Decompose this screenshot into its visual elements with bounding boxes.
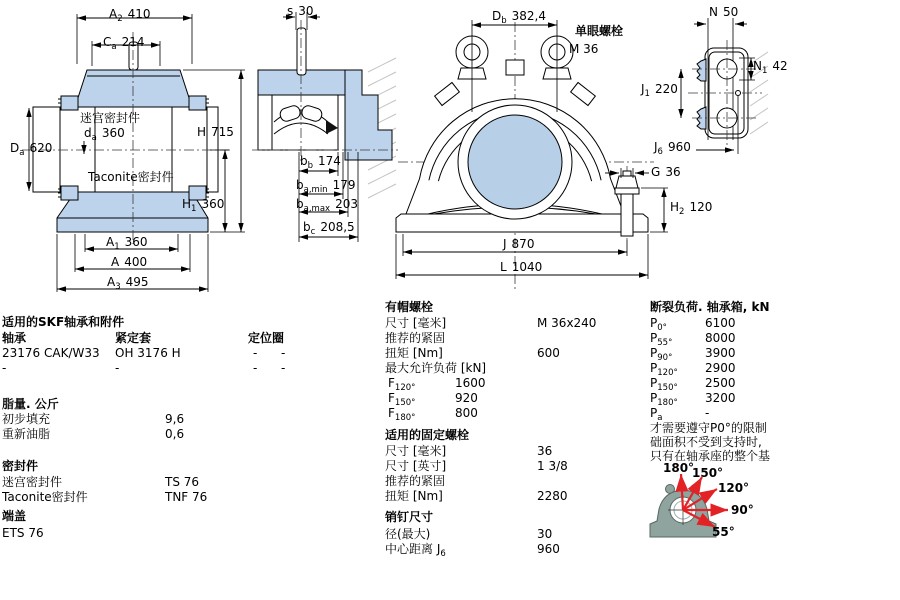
breaking-load-value: 8000	[705, 331, 736, 345]
note-line: 础面积不受到支持时,	[650, 435, 762, 449]
breaking-load-value: 6100	[705, 316, 736, 330]
spec-label: 最大允许负荷 [kN]	[385, 361, 487, 375]
dim-da: $d_a$ 360	[84, 126, 125, 143]
seal-row-value: TNF 76	[165, 490, 208, 504]
load-angle-label: $F_{150^\circ}$	[388, 391, 416, 408]
cap-bolts-title: 有帽螺栓	[385, 300, 434, 314]
spec-value: 960	[537, 542, 560, 556]
sleeve-designation: -	[115, 361, 120, 375]
seal-row-value: TS 76	[165, 475, 200, 489]
col-header-ring: 定位圈	[248, 331, 285, 345]
dim-Da: $D_a$ 620	[10, 141, 53, 158]
dim-ca: $C_a$ 214	[103, 35, 145, 52]
breaking-load-label: $P_{0^\circ}$	[650, 316, 667, 333]
dim-l: L 1040	[500, 260, 543, 274]
bearing-table-title: 适用的SKF轴承和附件	[2, 315, 125, 329]
spec-value: 600	[537, 346, 560, 360]
breaking-load-label: $P_{120^\circ}$	[650, 361, 678, 378]
ring-cell: -	[281, 346, 286, 360]
spec-value: 2280	[537, 489, 568, 503]
front-view	[396, 20, 668, 292]
grease-row-label: 初步填充	[2, 412, 51, 426]
breaking-load-label: $P_{90^\circ}$	[650, 346, 673, 363]
breaking-load-label: $P_{150^\circ}$	[650, 376, 678, 393]
bearing-designation: 23176 CAK/W33	[2, 346, 100, 360]
eye-bolt-size: M 36	[569, 42, 599, 56]
angle-label: 90°	[731, 503, 754, 517]
dim-bamin: $b_{a,min}$ 179	[296, 178, 356, 195]
load-angle-label: $F_{180^\circ}$	[388, 406, 416, 423]
ring-cell: -	[281, 361, 286, 375]
dim-bamax: $b_{a,max}$ 203	[296, 197, 358, 214]
breaking-load-title: 断裂负荷. 轴承箱, kN	[650, 300, 770, 314]
dim-j: J 870	[503, 237, 535, 251]
dim-bc: $b_c$ 208,5	[303, 220, 355, 237]
spec-label: 中心距离 $J_6$	[385, 542, 446, 559]
spec-label: 扭矩 [Nm]	[385, 489, 443, 503]
sleeve-designation: OH 3176 H	[115, 346, 181, 360]
taconite-seal-label: Taconite密封件	[88, 170, 174, 184]
load-angle-value: 920	[455, 391, 478, 405]
breaking-load-value: 3900	[705, 346, 736, 360]
dim-a2: $A_2$ 410	[109, 7, 151, 24]
seal-row-label: 迷宫密封件	[2, 475, 63, 489]
dim-a1: $A_1$ 360	[106, 235, 148, 252]
spec-label: 尺寸 [毫米]	[385, 316, 447, 330]
dim-bb: $b_b$ 174	[300, 154, 341, 171]
spec-label: 扭矩 [Nm]	[385, 346, 443, 360]
pins-title: 销钉尺寸	[385, 510, 434, 524]
ring-cell: -	[253, 361, 258, 375]
col-header-sleeve: 紧定套	[115, 331, 152, 345]
angle-label: 120°	[718, 481, 750, 495]
dim-n: N 50	[709, 5, 739, 19]
dim-s: s 30	[287, 4, 314, 18]
load-angle-value: 800	[455, 406, 478, 420]
grease-row-value: 0,6	[165, 427, 185, 441]
dim-h1: $H_1$ 360	[182, 197, 225, 214]
seal-row-label: Taconite密封件	[2, 490, 88, 504]
end-cover-value: ETS 76	[2, 526, 44, 540]
dim-h: H 715	[197, 125, 234, 139]
spec-value: 1 3/8	[537, 459, 568, 473]
spec-label: 尺寸 [英寸]	[385, 459, 447, 473]
spec-label: 尺寸 [毫米]	[385, 444, 447, 458]
fixing-bolts-title: 适用的固定螺栓	[385, 428, 470, 442]
dim-a3: $A_3$ 495	[107, 275, 149, 292]
dim-h2: $H_2$ 120	[670, 200, 713, 217]
note-line: 只有在轴承座的整个基	[650, 449, 771, 463]
side-view	[681, 18, 768, 154]
angle-label: 180°	[663, 461, 695, 475]
seals-title: 密封件	[2, 459, 39, 473]
breaking-load-label: $P_a$	[650, 406, 663, 423]
spec-label: 推荐的紧固	[385, 474, 446, 488]
dim-g: G 36	[651, 165, 681, 179]
dim-a: A 400	[111, 255, 148, 269]
angle-label: 55°	[712, 525, 735, 539]
breaking-load-value: -	[705, 406, 710, 420]
dim-j1: $J_1$ 220	[641, 82, 678, 99]
spec-label: 推荐的紧固	[385, 331, 446, 345]
spec-value: 36	[537, 444, 553, 458]
spec-value: M 36x240	[537, 316, 597, 330]
grease-row-label: 重新油脂	[2, 427, 51, 441]
angle-label: 150°	[692, 466, 724, 480]
note-line: 才需要遵守P0°的限制	[650, 421, 767, 435]
end-cover-title: 端盖	[2, 509, 27, 523]
load-angle-label: $F_{120^\circ}$	[388, 376, 416, 393]
col-header-bearing: 轴承	[2, 331, 27, 345]
bearing-designation: -	[2, 361, 7, 375]
breaking-load-label: $P_{180^\circ}$	[650, 391, 678, 408]
labyrinth-seal-label: 迷宫密封件	[80, 111, 141, 125]
breaking-load-value: 3200	[705, 391, 736, 405]
dim-j6: $J_6$ 960	[654, 140, 691, 157]
breaking-load-label: $P_{55^\circ}$	[650, 331, 673, 348]
grease-title: 脂量. 公斤	[2, 397, 59, 411]
front-section-view	[22, 14, 245, 292]
breaking-load-value: 2500	[705, 376, 736, 390]
spec-label: 径(最大)	[385, 527, 431, 541]
dim-db: $D_b$ 382,4	[492, 9, 547, 26]
grease-row-value: 9,6	[165, 412, 185, 426]
ring-cell: -	[253, 346, 258, 360]
breaking-load-value: 2900	[705, 361, 736, 375]
eye-bolt-label: 单眼螺栓	[575, 24, 624, 38]
load-angle-value: 1600	[455, 376, 486, 390]
spec-value: 30	[537, 527, 553, 541]
dim-n1: $N_1$ 42	[753, 59, 788, 76]
